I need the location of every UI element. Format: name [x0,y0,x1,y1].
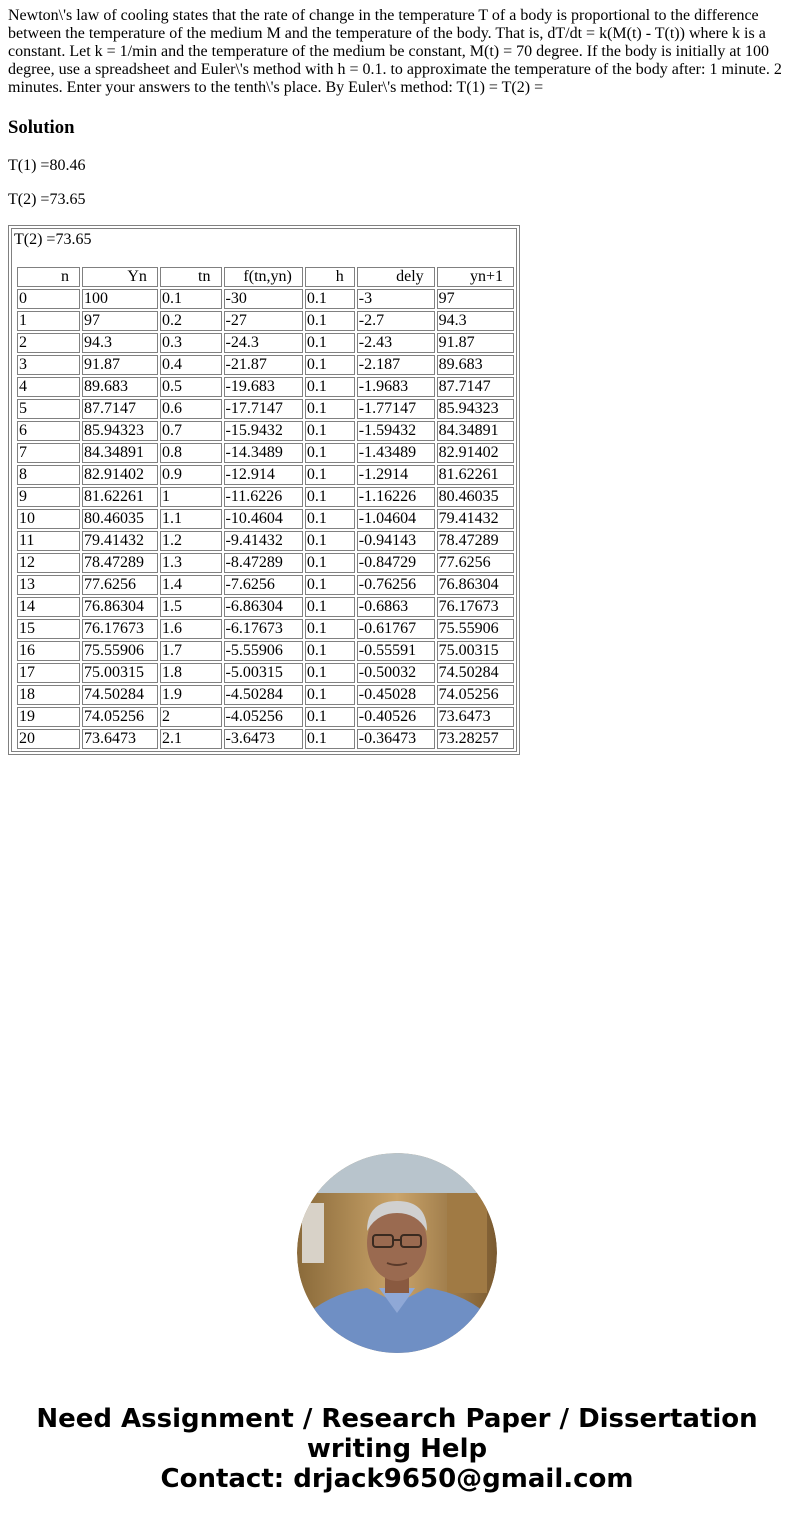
cell-yn: 82.91402 [82,465,158,485]
table-row [17,729,514,749]
answer-t1: T(1) =80.46 [8,157,86,174]
cell-tn: 0.3 [160,333,222,353]
table-row [17,443,514,463]
cell-h: 0.1 [305,619,355,639]
table-row [17,465,514,485]
cell-yn: 94.3 [82,333,158,353]
cell-h: 0.1 [305,377,355,397]
cell-yn1: 80.46035 [437,487,514,507]
cell-n: 3 [17,355,80,375]
cell-f: -5.00315 [224,663,303,683]
cell-dely: -0.36473 [357,729,435,749]
cell-yn: 80.46035 [82,509,158,529]
cell-tn: 0.2 [160,311,222,331]
table-row [17,597,514,617]
table-row [17,707,514,727]
cell-n: 2 [17,333,80,353]
table-row [17,355,514,375]
table-row [17,421,514,441]
cell-yn: 78.47289 [82,553,158,573]
euler-table [15,265,516,751]
cell-h: 0.1 [305,399,355,419]
cell-n: 20 [17,729,80,749]
table-row [17,531,514,551]
cell-dely: -2.187 [357,355,435,375]
cell-n: 4 [17,377,80,397]
cell-n: 17 [17,663,80,683]
banner-line-1: Need Assignment / Research Paper / Dissertation [36,1404,758,1434]
cell-tn: 2.1 [160,729,222,749]
cell-tn: 1.5 [160,597,222,617]
cell-dely: -0.94143 [357,531,435,551]
cell-tn: 0.9 [160,465,222,485]
cell-yn: 75.55906 [82,641,158,661]
cell-dely: -0.55591 [357,641,435,661]
cell-yn1: 77.6256 [437,553,514,573]
cell-yn1: 94.3 [437,311,514,331]
cell-h: 0.1 [305,487,355,507]
table-row [17,311,514,331]
cell-f: -6.86304 [224,597,303,617]
cell-h: 0.1 [305,465,355,485]
cell-h: 0.1 [305,355,355,375]
cell-h: 0.1 [305,553,355,573]
table-row [17,509,514,529]
cell-h: 0.1 [305,597,355,617]
cell-yn: 79.41432 [82,531,158,551]
cell-f: -10.4604 [224,509,303,529]
cell-f: -30 [224,289,303,309]
cell-f: -3.6473 [224,729,303,749]
cell-h: 0.1 [305,421,355,441]
cell-n: 10 [17,509,80,529]
cell-yn: 73.6473 [82,729,158,749]
cell-n: 13 [17,575,80,595]
cell-h: 0.1 [305,443,355,463]
table-row [17,377,514,397]
header-tn: tn [160,267,222,287]
cell-tn: 0.4 [160,355,222,375]
cell-h: 0.1 [305,289,355,309]
cell-n: 15 [17,619,80,639]
table-row [17,553,514,573]
table-row [17,333,514,353]
table-row [17,487,514,507]
cell-yn1: 82.91402 [437,443,514,463]
cell-yn: 85.94323 [82,421,158,441]
cell-h: 0.1 [305,707,355,727]
cell-f: -7.6256 [224,575,303,595]
solution-table-container [8,225,520,755]
cell-n: 9 [17,487,80,507]
cell-yn1: 73.6473 [437,707,514,727]
cell-dely: -0.76256 [357,575,435,595]
table-row [17,619,514,639]
cell-f: -17.7147 [224,399,303,419]
cell-n: 5 [17,399,80,419]
cell-dely: -0.84729 [357,553,435,573]
cell-f: -19.683 [224,377,303,397]
table-row [17,641,514,661]
cell-f: -4.50284 [224,685,303,705]
table-caption: T(2) =73.65 [14,231,92,248]
cell-dely: -1.04604 [357,509,435,529]
cell-yn1: 75.00315 [437,641,514,661]
cell-h: 0.1 [305,685,355,705]
cell-dely: -0.45028 [357,685,435,705]
cell-tn: 1.4 [160,575,222,595]
cell-yn1: 76.86304 [437,575,514,595]
cell-yn1: 81.62261 [437,465,514,485]
cell-h: 0.1 [305,531,355,551]
cell-dely: -2.7 [357,311,435,331]
promo-banner [0,1404,794,1494]
header-f: f(tn,yn) [224,267,303,287]
cell-n: 19 [17,707,80,727]
cell-h: 0.1 [305,729,355,749]
cell-n: 12 [17,553,80,573]
header-dely: dely [357,267,435,287]
cell-dely: -3 [357,289,435,309]
table-row [17,663,514,683]
cell-yn: 77.6256 [82,575,158,595]
table-row [17,575,514,595]
cell-yn: 76.17673 [82,619,158,639]
cell-tn: 1.6 [160,619,222,639]
cell-h: 0.1 [305,509,355,529]
cell-yn1: 76.17673 [437,597,514,617]
table-header-row [17,267,514,287]
cell-n: 18 [17,685,80,705]
cell-yn: 87.7147 [82,399,158,419]
cell-tn: 1.8 [160,663,222,683]
cell-yn1: 74.05256 [437,685,514,705]
cell-tn: 1.7 [160,641,222,661]
cell-f: -24.3 [224,333,303,353]
cell-yn1: 84.34891 [437,421,514,441]
cell-yn1: 75.55906 [437,619,514,639]
cell-yn1: 79.41432 [437,509,514,529]
header-h: h [305,267,355,287]
cell-yn: 84.34891 [82,443,158,463]
cell-dely: -1.16226 [357,487,435,507]
cell-yn: 74.50284 [82,685,158,705]
cell-yn: 97 [82,311,158,331]
cell-dely: -1.59432 [357,421,435,441]
cell-tn: 1.9 [160,685,222,705]
cell-f: -21.87 [224,355,303,375]
cell-yn: 100 [82,289,158,309]
banner-line-2: writing Help [306,1434,488,1464]
cell-yn: 91.87 [82,355,158,375]
cell-dely: -1.2914 [357,465,435,485]
cell-dely: -0.40526 [357,707,435,727]
cell-yn: 76.86304 [82,597,158,617]
cell-f: -4.05256 [224,707,303,727]
cell-dely: -0.61767 [357,619,435,639]
cell-yn1: 87.7147 [437,377,514,397]
cell-dely: -0.6863 [357,597,435,617]
cell-tn: 0.6 [160,399,222,419]
cell-dely: -0.50032 [357,663,435,683]
person-portrait-icon [297,1153,497,1353]
cell-tn: 1.2 [160,531,222,551]
cell-yn1: 85.94323 [437,399,514,419]
cell-f: -27 [224,311,303,331]
cell-f: -9.41432 [224,531,303,551]
cell-yn1: 74.50284 [437,663,514,683]
cell-n: 0 [17,289,80,309]
cell-h: 0.1 [305,575,355,595]
cell-f: -12.914 [224,465,303,485]
table-body [17,289,514,749]
header-yn1: yn+1 [437,267,514,287]
question-text: Newton\'s law of cooling states that the rate of change in the temperature T of a body is proportional to the difference between the temperature of the medium M and the temperature of the body. That is, dT/dt = k(M(t) - T(t)) where k is a constant. Let k = 1/min and the temperature of the medium be constant, M(t) = 70 degree. If the body is initially at 100 degree, use a spreadsheet and Euler\'s method with h = 0.1. to approximate the temperature of the body after: 1 minute. 2 minutes. Enter your answers to the tenth\'s place. By Euler\'s method: T(1) = T(2) = [8,7,782,96]
solution-heading: Solution [8,117,75,138]
cell-f: -15.9432 [224,421,303,441]
answer-t2: T(2) =73.65 [8,191,86,208]
cell-n: 11 [17,531,80,551]
cell-tn: 1.1 [160,509,222,529]
cell-dely: -1.43489 [357,443,435,463]
cell-yn: 74.05256 [82,707,158,727]
table-row [17,685,514,705]
cell-yn1: 73.28257 [437,729,514,749]
table-row [17,289,514,309]
cell-dely: -1.77147 [357,399,435,419]
cell-yn: 75.00315 [82,663,158,683]
cell-tn: 0.5 [160,377,222,397]
cell-n: 1 [17,311,80,331]
cell-dely: -2.43 [357,333,435,353]
cell-n: 8 [17,465,80,485]
cell-tn: 1 [160,487,222,507]
cell-yn1: 89.683 [437,355,514,375]
cell-yn: 89.683 [82,377,158,397]
cell-h: 0.1 [305,311,355,331]
cell-f: -6.17673 [224,619,303,639]
cell-yn: 81.62261 [82,487,158,507]
cell-tn: 2 [160,707,222,727]
cell-h: 0.1 [305,333,355,353]
cell-tn: 0.8 [160,443,222,463]
cell-n: 16 [17,641,80,661]
cell-f: -5.55906 [224,641,303,661]
cell-dely: -1.9683 [357,377,435,397]
cell-n: 6 [17,421,80,441]
cell-f: -14.3489 [224,443,303,463]
cell-f: -11.6226 [224,487,303,507]
cell-yn1: 91.87 [437,333,514,353]
banner-line-3: Contact: drjack9650@gmail.com [160,1464,634,1494]
cell-tn: 0.1 [160,289,222,309]
table-row [17,399,514,419]
cell-tn: 1.3 [160,553,222,573]
cell-n: 7 [17,443,80,463]
header-n: n [17,267,80,287]
cell-tn: 0.7 [160,421,222,441]
cell-h: 0.1 [305,641,355,661]
cell-yn1: 78.47289 [437,531,514,551]
cell-yn1: 97 [437,289,514,309]
header-yn: Yn [82,267,158,287]
cell-n: 14 [17,597,80,617]
cell-h: 0.1 [305,663,355,683]
cell-f: -8.47289 [224,553,303,573]
